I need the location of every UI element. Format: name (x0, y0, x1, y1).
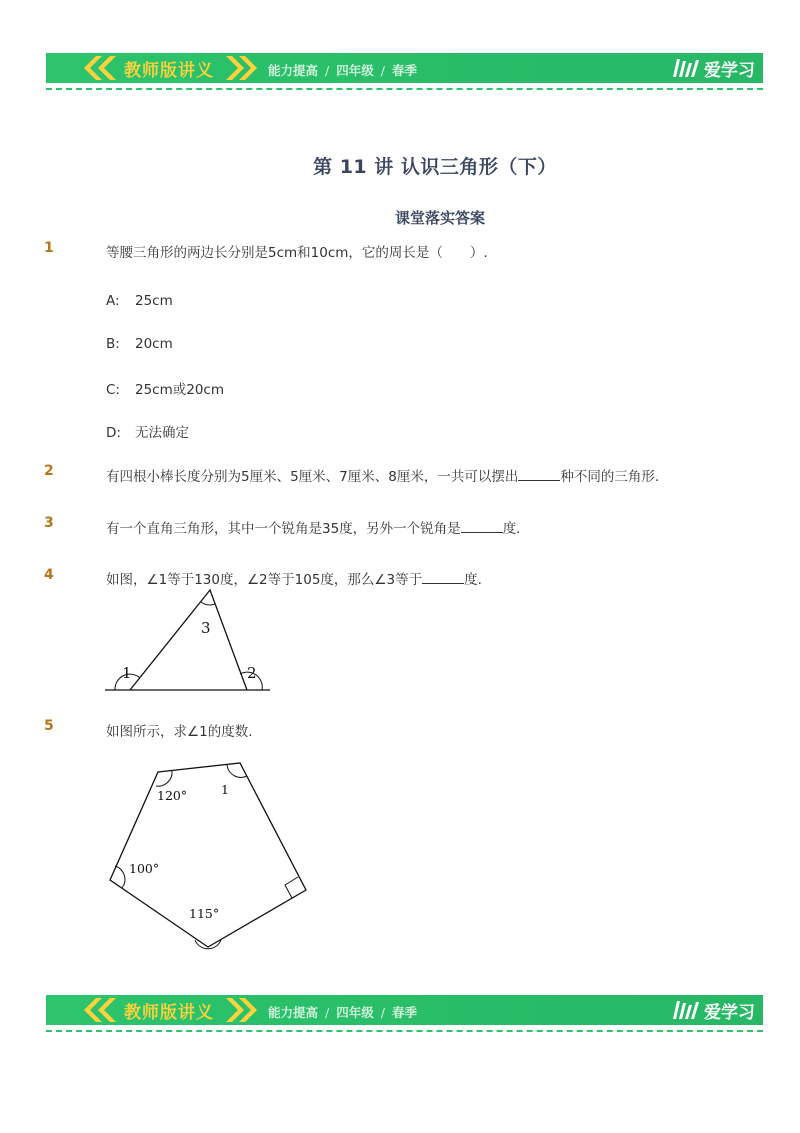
breadcrumb-separator: / (325, 1005, 330, 1020)
section-subtitle: 课堂落实答案 (394, 209, 485, 227)
brand-logo (671, 56, 755, 80)
question-text-part: 种不同的三角形. (560, 469, 660, 485)
question-number: 1 (44, 240, 54, 256)
question-text-part: 有四根小棒长度分别为5厘米、5厘米、7厘米、8厘米，一共可以摆出 (106, 469, 519, 485)
question-number: 2 (44, 463, 54, 479)
breadcrumb-separator: / (380, 1005, 385, 1020)
angle-arc-120 (156, 771, 172, 786)
question-number: 3 (44, 515, 54, 531)
option-label: D: (106, 425, 121, 441)
question-text: 等腰三角形的两边长分别是5cm和10cm，它的周长是（ ）. (106, 245, 488, 261)
footer-title: 教师版讲义 (124, 1003, 214, 1023)
page-title: 第 11 讲 认识三角形（下） (313, 156, 557, 178)
option-a (106, 293, 173, 309)
book-logo-icon (671, 57, 701, 79)
angle-arc-3 (201, 602, 215, 605)
double-chevron-right-icon (222, 55, 260, 81)
question-text-part: 有一个直角三角形，其中一个锐角是35度，另外一个锐角是 (106, 521, 461, 537)
option-d (106, 421, 189, 441)
angle-label-1: 1 (122, 664, 132, 682)
header-divider (46, 88, 763, 90)
brand-logo (671, 998, 755, 1022)
breadcrumb-item: 能力提高 (268, 63, 319, 78)
double-chevron-right-icon (222, 997, 260, 1023)
option-label: C: (106, 382, 120, 398)
double-chevron-left-icon (80, 997, 124, 1023)
angle-label-115: 115° (189, 906, 220, 921)
option-text: 25cm或20cm (135, 382, 225, 398)
angle-label-100: 100° (129, 861, 160, 876)
question-text-part: 度. (502, 521, 521, 537)
question-text (106, 465, 659, 485)
answer-blank (518, 468, 560, 481)
question-text-part: 如图，∠1等于130度，∠2等于105度，那么∠3等于 (106, 572, 423, 588)
footer-divider (46, 1030, 763, 1032)
angle-label-2: 2 (247, 664, 257, 682)
logo-text: 爱学习 (704, 60, 755, 81)
header-breadcrumb (268, 61, 417, 79)
answer-blank (461, 520, 503, 533)
footer-breadcrumb (268, 1003, 417, 1021)
logo-text: 爱学习 (704, 1002, 755, 1023)
angle-label-3: 3 (201, 619, 211, 637)
breadcrumb-item: 能力提高 (268, 1005, 319, 1020)
right-angle-mark (285, 877, 298, 898)
breadcrumb-separator: / (325, 63, 330, 78)
book-logo-icon (671, 999, 701, 1021)
option-text: 25cm (135, 293, 173, 309)
option-text: 无法确定 (135, 425, 189, 441)
question-text: 如图所示，求∠1的度数. (106, 724, 253, 740)
breadcrumb-separator: / (380, 63, 385, 78)
footer-banner (46, 995, 763, 1025)
breadcrumb-item: 四年级 (336, 63, 374, 78)
option-label: A: (106, 293, 120, 309)
breadcrumb-item: 四年级 (336, 1005, 374, 1020)
option-label: B: (106, 336, 120, 352)
angle-label-1: 1 (221, 782, 229, 797)
question-number: 5 (44, 718, 54, 734)
option-b (106, 336, 173, 352)
breadcrumb-item: 春季 (391, 1005, 417, 1020)
angle-label-120: 120° (157, 788, 188, 803)
triangle-figure (100, 585, 275, 695)
question-text (106, 517, 520, 537)
double-chevron-left-icon (80, 55, 124, 81)
question-text-part: 度. (464, 572, 482, 588)
option-c (106, 378, 224, 398)
triangle-sides (130, 590, 247, 690)
header-banner (46, 53, 763, 83)
pentagon-figure (100, 750, 315, 955)
question-number: 4 (44, 567, 54, 583)
answer-blank (422, 571, 464, 584)
header-title: 教师版讲义 (124, 61, 214, 81)
option-text: 20cm (135, 336, 173, 352)
breadcrumb-item: 春季 (391, 63, 417, 78)
